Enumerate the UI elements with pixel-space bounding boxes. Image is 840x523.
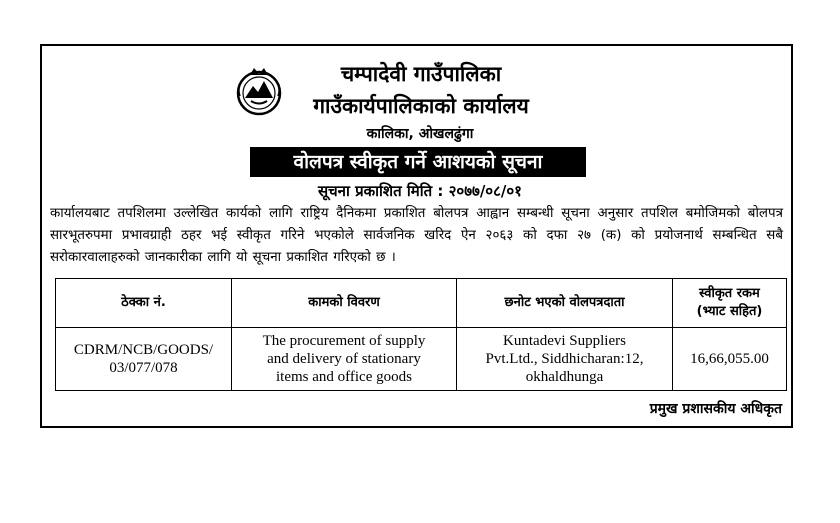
office-address: कालिका, ओखलढुंगा <box>366 126 474 142</box>
header-contract-no: ठेक्का नं. <box>56 279 232 328</box>
cell-work-description <box>232 328 457 391</box>
header-selected-bidder: छनोट भएको वोलपत्रदाता <box>457 279 673 328</box>
signatory-title: प्रमुख प्रशासकीय अधिकृत <box>649 401 782 417</box>
municipality-name: चम्पादेवी गाउँपालिका <box>340 62 502 86</box>
bidder-line1: Kuntadevi Suppliers <box>503 333 626 349</box>
table-header-row <box>56 279 787 328</box>
work-line1: The procurement of supply <box>262 333 426 349</box>
table-row <box>56 328 787 391</box>
cell-approved-amount: 16,66,055.00 <box>673 328 787 391</box>
notice-title-banner: वोलपत्र स्वीकृत गर्ने आशयको सूचना <box>250 147 586 177</box>
header-approved-amount <box>673 279 787 328</box>
notice-paragraph: कार्यालयबाट तपशिलमा उल्लेखित कार्यको लागि राष्ट्रिय दैनिकमा प्रकाशित बोलपत्र आह्वान सम्बन्धी सूचना अनुसार तपशिल बमोजिमको बोलपत्र सारभूतरुपमा प्रभावग्राही ठहर भई स्वीकृत गरिने भएकोले सार्वजनिक खरिद ऐन २०६३ को दफा २७ (क) को प्रयोजनार्थ सम्बन्धित सबै सरोकारवालाहरुको जानकारीका लागि यो सूचना प्रकाशित गरिएको छ । <box>50 206 783 265</box>
tender-table <box>55 278 787 391</box>
cell-selected-bidder <box>457 328 673 391</box>
header-amount-line1: स्वीकृत रकम <box>699 286 760 301</box>
bidder-line2: Pvt.Ltd., Siddhicharan:12, <box>485 351 644 367</box>
contract-no-line2: 03/077/078 <box>109 360 178 376</box>
publish-date: सूचना प्रकाशित मिति : २०७७/०८/०१ <box>318 182 522 200</box>
work-line2: and delivery of stationary <box>267 351 421 367</box>
work-line3: items and office goods <box>276 369 412 385</box>
cell-contract-no <box>56 328 232 391</box>
header-amount-line2: (भ्याट सहित) <box>696 304 763 319</box>
bidder-line3: okhaldhunga <box>525 369 604 385</box>
government-emblem-icon <box>234 66 284 116</box>
header-work-description: कामको विवरण <box>232 279 457 328</box>
contract-no-line1: CDRM/NCB/GOODS/ <box>73 342 214 358</box>
office-name: गाउँकार्यपालिकाको कार्यालय <box>313 94 529 118</box>
